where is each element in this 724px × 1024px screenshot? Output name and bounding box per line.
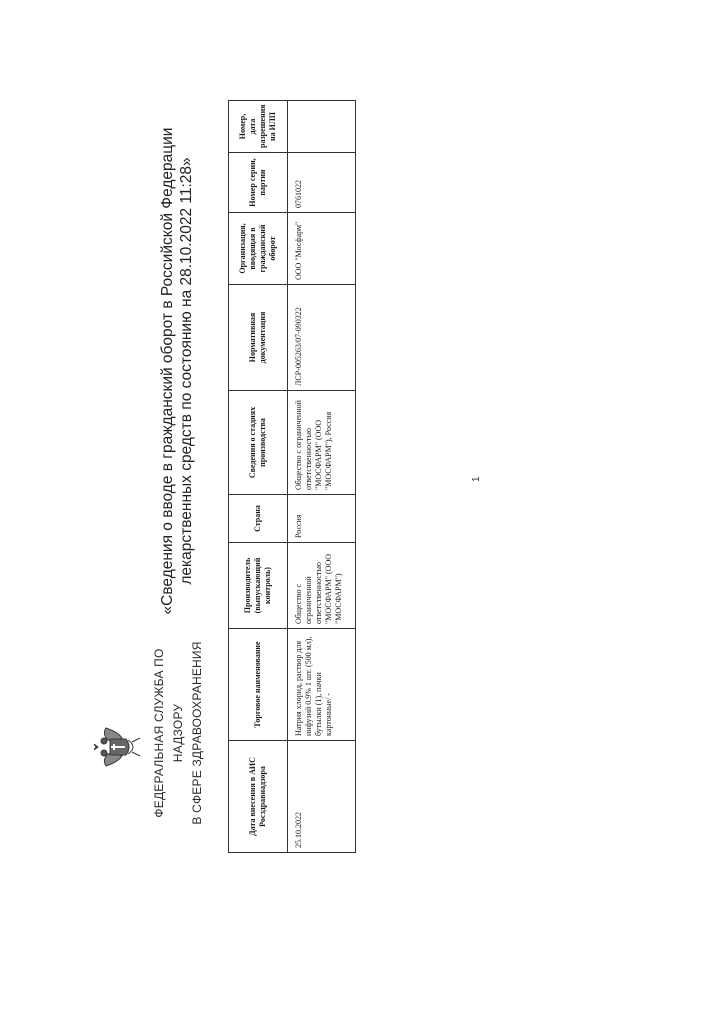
header-trade-name: Торговое наименование xyxy=(229,629,288,741)
agency-name xyxy=(150,618,207,848)
header-permit-number: Номер, дата разрешения на ИЛП xyxy=(229,101,288,153)
cell-distributor: ООО "Мосфарм" xyxy=(288,213,356,285)
table-row xyxy=(288,101,356,853)
cell-production-stages: Общество с ограниченной ответственностью "МОСФАРМ" (ООО "МОСФАРМ"), Россия xyxy=(288,391,356,495)
header-country: Страна xyxy=(229,495,288,543)
header-regulatory-docs: Нормативная документация xyxy=(229,285,288,391)
cell-country: Россия xyxy=(288,495,356,543)
cell-manufacturer: Общество с ограниченной ответственностью "МОСФАРМ" (ООО "МОСФАРМ") xyxy=(288,543,356,629)
registry-table xyxy=(228,100,356,853)
document-title-line-1: «Сведения о вводе в гражданский оборот в Российской Федерации xyxy=(159,127,176,615)
agency-name-line-2: В СФЕРЕ ЗДРАВООХРАНЕНИЯ xyxy=(190,641,204,825)
document-title xyxy=(158,126,196,616)
header-production-stages: Сведения о стадиях производства xyxy=(229,391,288,495)
table-header-row xyxy=(229,101,288,853)
header-batch-number: Номер серии, партии xyxy=(229,153,288,213)
header-manufacturer: Производитель (выпускающий контроль) xyxy=(229,543,288,629)
cell-regulatory-docs: ЛСР-005263/07-090322 xyxy=(288,285,356,391)
document-title-line-2: лекарственных средств по состоянию на 28.10.2022 11:28» xyxy=(178,157,195,585)
cell-trade-name: Натрия хлорид, раствор для инфузий 0.9% 1 шт. (500 мл), бутылки (1), пачки картонные/ - xyxy=(288,629,356,741)
header-date-added: Дата внесения в АИС Росздравнадзора xyxy=(229,741,288,853)
cell-date-added: 25.10.2022 xyxy=(288,741,356,853)
page-number: 1 xyxy=(471,476,482,482)
cell-batch-number: 0761022 xyxy=(288,153,356,213)
double-headed-eagle-emblem-icon xyxy=(92,724,144,770)
cell-permit-number xyxy=(288,101,356,153)
agency-name-line-1: ФЕДЕРАЛЬНАЯ СЛУЖБА ПО НАДЗОРУ xyxy=(152,648,185,818)
header-distributor: Организация, вводящая в гражданский оборот xyxy=(229,213,288,285)
